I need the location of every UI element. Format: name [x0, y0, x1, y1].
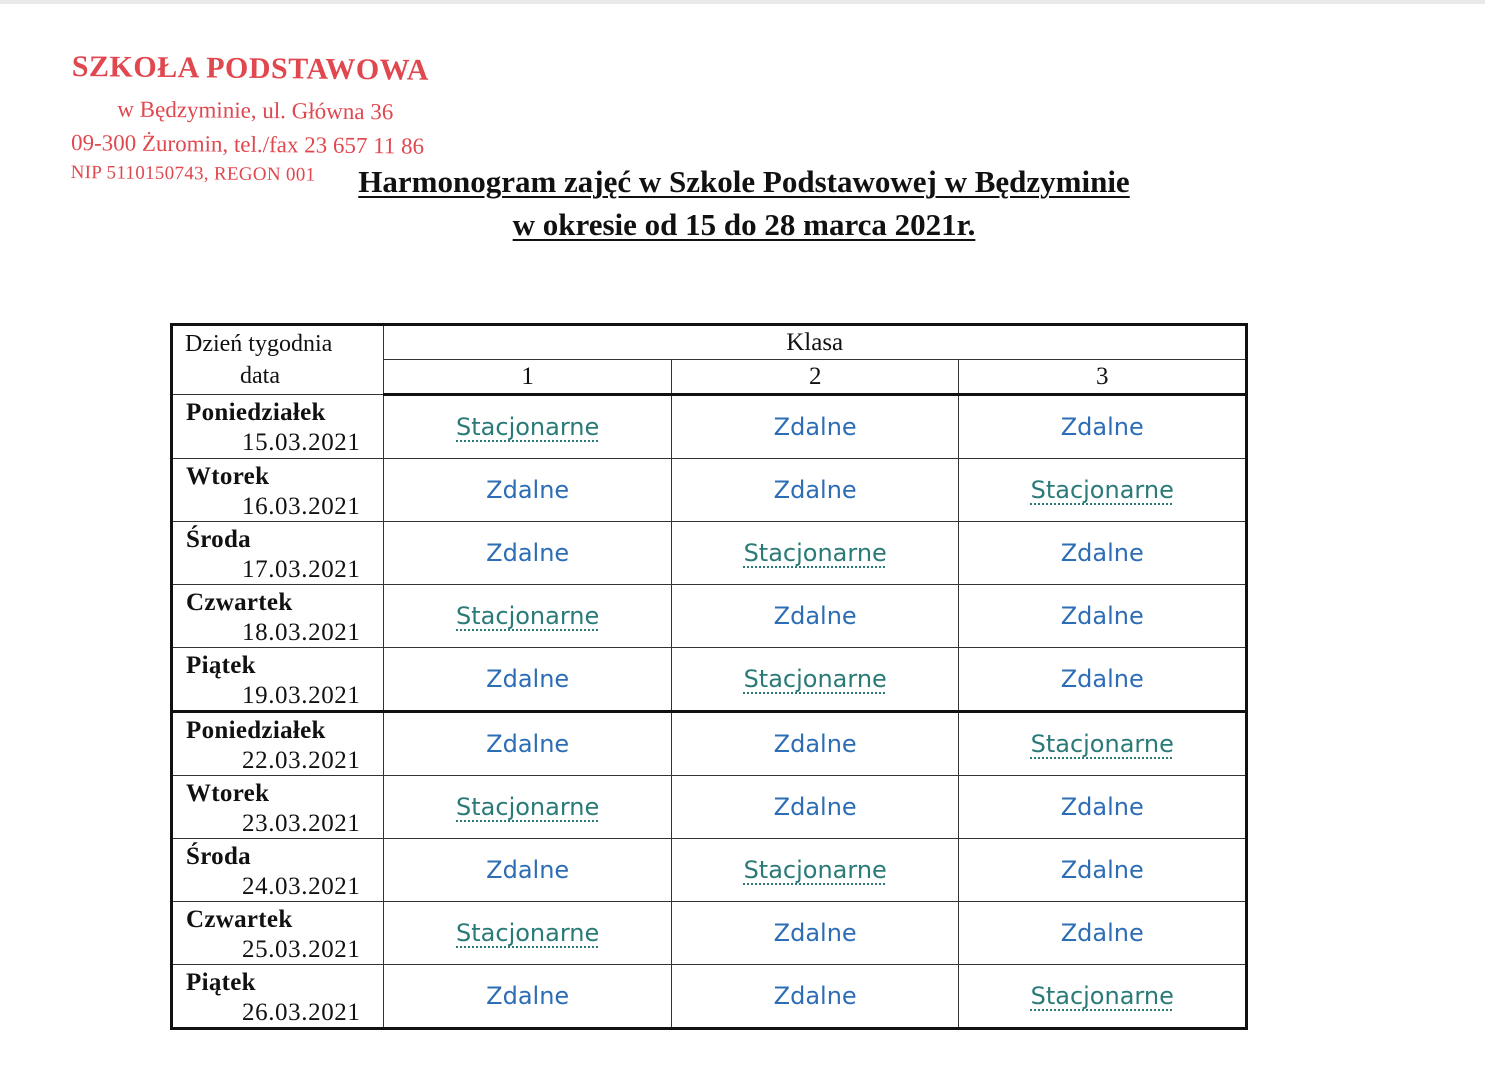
table-row [172, 965, 1247, 1029]
mode-cell-class-2 [671, 648, 959, 712]
header-class-1: 1 [384, 360, 672, 395]
day-cell [172, 522, 384, 585]
mode-stacjonarne: Stacjonarne [456, 413, 600, 441]
schedule-body [172, 395, 1247, 1029]
mode-zdalne: Zdalne [486, 539, 570, 567]
mode-cell-class-2 [671, 585, 959, 648]
mode-cell-class-2 [671, 776, 959, 839]
title-line-1: Harmonogram zajęć w Szkole Podstawowej w Będzyminie [358, 164, 1130, 199]
day-date: 24.03.2021 [242, 873, 361, 900]
mode-cell-class-3 [959, 459, 1247, 522]
mode-zdalne: Zdalne [1060, 856, 1144, 884]
day-cell [172, 712, 384, 776]
day-name: Piątek [186, 969, 256, 996]
mode-stacjonarne: Stacjonarne [1030, 730, 1174, 758]
table-row [172, 712, 1247, 776]
mode-zdalne: Zdalne [1060, 665, 1144, 693]
page-top-edge [0, 0, 1485, 4]
mode-cell-class-1 [384, 776, 672, 839]
day-name: Wtorek [186, 463, 270, 490]
day-name: Środa [186, 843, 251, 870]
mode-cell-class-2 [671, 459, 959, 522]
day-cell [172, 965, 384, 1029]
mode-cell-class-1 [384, 839, 672, 902]
mode-cell-class-3 [959, 839, 1247, 902]
mode-cell-class-1 [384, 459, 672, 522]
mode-zdalne: Zdalne [486, 730, 570, 758]
day-date: 25.03.2021 [242, 936, 361, 963]
header-klasa: Klasa [384, 325, 1247, 360]
header-class-3: 3 [959, 360, 1247, 395]
day-name: Czwartek [186, 906, 293, 933]
mode-cell-class-1 [384, 902, 672, 965]
mode-zdalne: Zdalne [486, 856, 570, 884]
day-name: Poniedziałek [186, 399, 326, 426]
mode-zdalne: Zdalne [773, 602, 857, 630]
mode-stacjonarne: Stacjonarne [456, 919, 600, 947]
mode-cell-class-2 [671, 839, 959, 902]
day-name: Czwartek [186, 589, 293, 616]
mode-cell-class-3 [959, 965, 1247, 1029]
day-date: 23.03.2021 [242, 810, 361, 837]
day-name: Wtorek [186, 780, 270, 807]
mode-cell-class-3 [959, 776, 1247, 839]
mode-stacjonarne: Stacjonarne [743, 539, 887, 567]
table-row [172, 839, 1247, 902]
day-name: Poniedziałek [186, 717, 326, 744]
mode-stacjonarne: Stacjonarne [456, 602, 600, 630]
mode-zdalne: Zdalne [1060, 919, 1144, 947]
table-row [172, 395, 1247, 459]
mode-stacjonarne: Stacjonarne [743, 856, 887, 884]
mode-cell-class-3 [959, 522, 1247, 585]
day-date: 17.03.2021 [242, 556, 361, 583]
mode-cell-class-3 [959, 395, 1247, 459]
mode-cell-class-1 [384, 522, 672, 585]
document-title [298, 160, 1190, 246]
mode-zdalne: Zdalne [1060, 413, 1144, 441]
table-row [172, 776, 1247, 839]
mode-cell-class-1 [384, 965, 672, 1029]
mode-zdalne: Zdalne [773, 793, 857, 821]
day-date: 22.03.2021 [242, 747, 361, 774]
stamp-address: w Będzyminie, ul. Główna 36 [117, 96, 394, 125]
mode-stacjonarne: Stacjonarne [1030, 476, 1174, 504]
day-date: 19.03.2021 [242, 682, 361, 709]
mode-zdalne: Zdalne [1060, 539, 1144, 567]
mode-cell-class-1 [384, 395, 672, 459]
mode-stacjonarne: Stacjonarne [456, 793, 600, 821]
day-cell [172, 839, 384, 902]
header-class-2: 2 [671, 360, 959, 395]
day-name: Piątek [186, 652, 256, 679]
mode-cell-class-3 [959, 712, 1247, 776]
mode-zdalne: Zdalne [1060, 793, 1144, 821]
mode-zdalne: Zdalne [773, 413, 857, 441]
header-date-label: data [240, 363, 280, 389]
day-date: 16.03.2021 [242, 493, 361, 520]
mode-zdalne: Zdalne [773, 730, 857, 758]
table-row [172, 522, 1247, 585]
table-row [172, 648, 1247, 712]
table-row [172, 585, 1247, 648]
mode-cell-class-2 [671, 902, 959, 965]
day-name: Środa [186, 526, 251, 553]
mode-cell-class-2 [671, 712, 959, 776]
header-day-label: Dzień tygodnia [185, 331, 333, 357]
mode-cell-class-3 [959, 648, 1247, 712]
day-cell [172, 648, 384, 712]
day-date: 15.03.2021 [242, 429, 361, 456]
mode-zdalne: Zdalne [773, 982, 857, 1010]
day-cell [172, 902, 384, 965]
day-cell [172, 395, 384, 459]
day-cell [172, 776, 384, 839]
mode-cell-class-1 [384, 648, 672, 712]
mode-stacjonarne: Stacjonarne [1030, 982, 1174, 1010]
header-day-date [172, 325, 384, 395]
mode-zdalne: Zdalne [773, 919, 857, 947]
day-cell [172, 459, 384, 522]
schedule-table [170, 323, 1248, 1030]
mode-cell-class-1 [384, 712, 672, 776]
mode-cell-class-2 [671, 965, 959, 1029]
school-stamp [70, 50, 492, 186]
stamp-postal-phone: 09-300 Żuromin, tel./fax 23 657 11 86 [70, 129, 425, 159]
mode-cell-class-3 [959, 902, 1247, 965]
mode-cell-class-2 [671, 522, 959, 585]
mode-zdalne: Zdalne [1060, 602, 1144, 630]
mode-zdalne: Zdalne [486, 982, 570, 1010]
mode-cell-class-3 [959, 585, 1247, 648]
mode-stacjonarne: Stacjonarne [743, 665, 887, 693]
mode-zdalne: Zdalne [486, 665, 570, 693]
table-row [172, 902, 1247, 965]
stamp-school-name: SZKOŁA PODSTAWOWA [71, 50, 430, 87]
mode-zdalne: Zdalne [486, 476, 570, 504]
day-date: 18.03.2021 [242, 619, 361, 646]
title-line-2: w okresie od 15 do 28 marca 2021r. [512, 207, 976, 242]
day-cell [172, 585, 384, 648]
stamp-nip-regon: NIP 5110150743, REGON 001 [70, 161, 316, 186]
day-date: 26.03.2021 [242, 999, 361, 1026]
mode-zdalne: Zdalne [773, 476, 857, 504]
mode-cell-class-2 [671, 395, 959, 459]
table-row [172, 459, 1247, 522]
mode-cell-class-1 [384, 585, 672, 648]
